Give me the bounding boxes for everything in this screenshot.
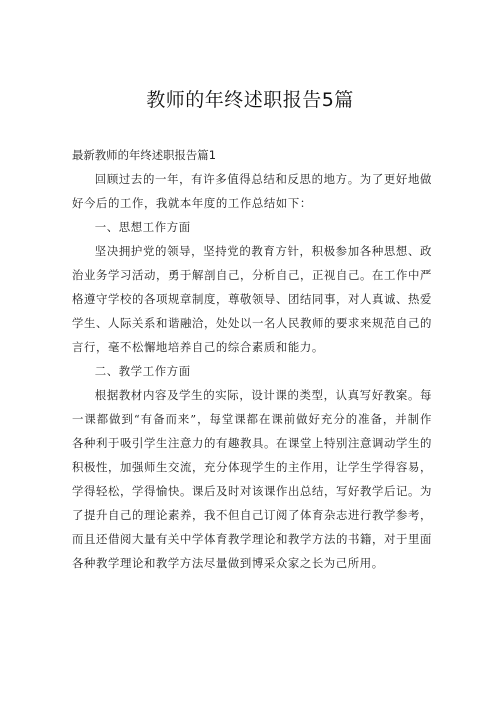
section-heading-ideology: 一、思想工作方面 xyxy=(94,220,191,234)
document-body xyxy=(72,167,432,575)
section-heading-teaching: 二、教学工作方面 xyxy=(94,364,191,378)
ideology-paragraph: 坚决拥护党的领导，坚持党的教育方针，积极参加各种思想、政治业务学习活动，勇于解剖自己，分析自己，正视自己。在工作中严格遵守学校的各项规章制度，尊敬领导、团结同事，对人真诚、热爱学生、人际关系和谐融洽，处处以一名人民教师的要求来规范自己的言行，毫不松懈地培养自己的综合素质和能力。 xyxy=(72,244,432,354)
intro-paragraph: 回顾过去的一年，有许多值得总结和反思的地方。为了更好地做好今后的工作，我就本年度的工作总结如下： xyxy=(72,172,432,210)
document-title: 教师的年终述职报告5篇 xyxy=(146,89,354,111)
document-subtitle: 最新教师的年终述职报告篇1 xyxy=(72,148,216,162)
teaching-paragraph: 根据教材内容及学生的实际，设计课的类型，认真写好教案。每一课都做到“有备而来”，每堂课都在课前做好充分的准备，并制作各种利于吸引学生注意力的有趣教具。在课堂上特别注意调动学生的积极性，加强师生交流，充分体现学生的主作用，让学生学得容易，学得轻松，学得愉快。课后及时对该课作出总结，写好教学后记。为了提升自己的理论素养，我不但自己订阅了体育杂志进行教学参考，而且还借阅大量有关中学体育教学理论和教学方法的书籍，对于里面各种教学理论和教学方法尽量做到博采众家之长为己所用。 xyxy=(72,388,432,570)
